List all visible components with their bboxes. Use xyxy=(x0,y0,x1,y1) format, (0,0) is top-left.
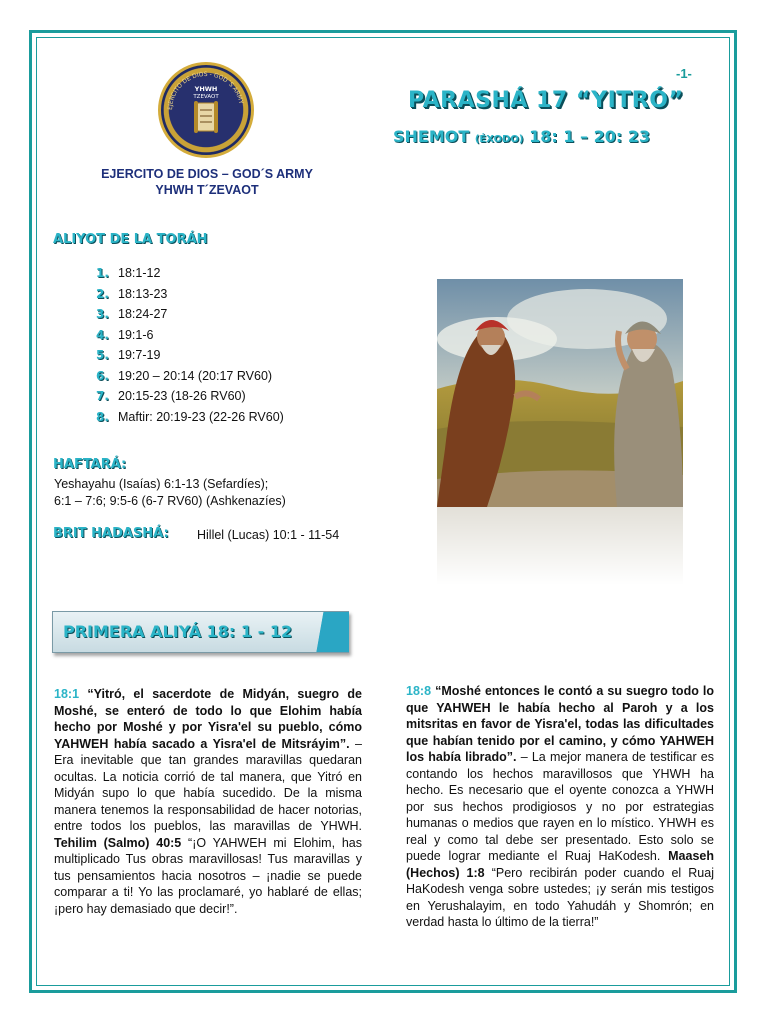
list-item: 3. 18:24-27 xyxy=(96,307,168,321)
illustration-yitro-moshe xyxy=(437,279,683,585)
haftara-readings xyxy=(54,476,286,510)
aliyot-list xyxy=(96,263,284,427)
ministry-seal-logo xyxy=(158,62,254,158)
list-item: 1. 18:1-12 xyxy=(96,266,161,280)
organization-name xyxy=(72,166,342,198)
cross-ref: Tehilim (Salmo) 40:5 xyxy=(54,835,182,850)
cross-ref-quote: “Pero recibirán poder cuando el Ruaj HaKodesh venga sobre ustedes; ¡y serán mis testigos en Yerushalayim, en todo Yahudáh y Shomrón; en verdad hasta lo último de la tierra!” xyxy=(406,865,714,929)
primera-aliya-banner xyxy=(52,611,349,653)
verse-ref: 18:8 xyxy=(406,684,432,698)
verse-ref: 18:1 xyxy=(54,687,80,701)
list-item: 7. 20:15-23 (18-26 RV60) xyxy=(96,389,246,403)
verse-quote: “Yitró, el sacerdote de Midyán, suegro de Moshé, se enteró de todo lo que Elohim había hecho por Moshé y por Yisra'el su pueblo, cómo YAHWEH había sacado a Yisra'el de Mitsráyim”. xyxy=(54,687,362,751)
haftara-line1: Yeshayahu (Isaías) 6:1-13 (Sefardíes); xyxy=(54,477,269,491)
svg-text:TZEVAOT: TZEVAOT xyxy=(193,94,219,100)
cross-ref-quote: “¡O YAHWEH mi Elohim, has multiplicado Tus obras maravillosas! Tus maravillas y tus pensamientos hacia nosotros – ¡nadie se puede comparar a ti! Yo las proclamaré, yo hablaré de ellas; ¡pero hay demasiado que decir!”. xyxy=(54,835,362,916)
subtitle-book: SHEMOT xyxy=(393,127,475,146)
banner-accent-stripe xyxy=(315,612,349,652)
commentary-column-right xyxy=(406,683,714,931)
list-item: 6. 19:20 – 20:14 (20:17 RV60) xyxy=(96,368,273,383)
haftara-line2: 6:1 – 7:6; 9:5-6 (6-7 RV60) (Ashkenazíes) xyxy=(54,494,286,508)
brit-hadasha-reading: Hillel (Lucas) 10:1 - 11-54 xyxy=(197,528,340,542)
page-title: PARASHÁ 17 “YITRÓ” xyxy=(408,88,684,113)
commentary-text: – Era inevitable que tan grandes maravillas quedaran ocultas. La noticia corrió de tal manera, que Yitró en Midyán supo lo que había sucedido. De la misma manera tenemos la responsabilidad de hacer notorias, entre todos los pueblos, las maravillas de YHWH. xyxy=(54,736,362,833)
commentary-column-left xyxy=(54,686,362,917)
commentary-text: – La mejor manera de testificar es contando los hechos maravillosos que YHWH ha hecho. Es necesario que el oyente conozca a YHWH por sus hechos prodigiosos y no por estrategias humanas o medios que rayen en lo místico. YHWH es real y como tal debe ser presentado. Esto solo se puede lograr mediante el Ruaj HaKodesh. xyxy=(406,750,715,863)
list-item: 4. 19:1-6 xyxy=(96,327,154,342)
haftara-heading: HAFTARÁ: xyxy=(53,457,127,472)
subtitle-range: 18: 1 – 20: 23 xyxy=(523,127,651,146)
subtitle-book-translation: (ÉXODO) xyxy=(474,134,524,145)
seal-ring-icon xyxy=(161,65,251,155)
org-name-line1: EJERCITO DE DIOS – GOD´S ARMY xyxy=(101,167,313,181)
svg-text:EJERCITO DE DIOS - GOD´S ARMY: EJERCITO DE DIOS - GOD´S ARMY xyxy=(166,70,245,111)
brit-hadasha-heading: BRIT HADASHÁ: xyxy=(53,526,169,541)
primera-aliya-label: PRIMERA ALIYÁ 18: 1 - 12 xyxy=(63,622,293,641)
page-number: -1- xyxy=(676,66,692,81)
svg-text:YHWH: YHWH xyxy=(194,85,218,93)
page-subtitle xyxy=(393,127,650,146)
org-name-line2: YHWH T´ZEVAOT xyxy=(155,183,259,197)
cross-ref: Maaseh (Hechos) 1:8 xyxy=(406,849,714,880)
list-item: 2. 18:13-23 xyxy=(96,286,168,301)
list-item: 5. 19:7-19 xyxy=(96,348,161,362)
aliyot-heading: ALIYOT DE LA TORÁH xyxy=(53,232,208,247)
list-item: 8. Maftir: 20:19-23 (22-26 RV60) xyxy=(96,409,284,424)
verse-quote: “Moshé entonces le contó a su suegro todo lo que YAHWEH le había hecho al Paroh y a los mitsritas en favor de Yisra'el, todas las dificultades que habían tenido por el camino, y cómo YAHWEH los había librado”. xyxy=(406,684,714,764)
